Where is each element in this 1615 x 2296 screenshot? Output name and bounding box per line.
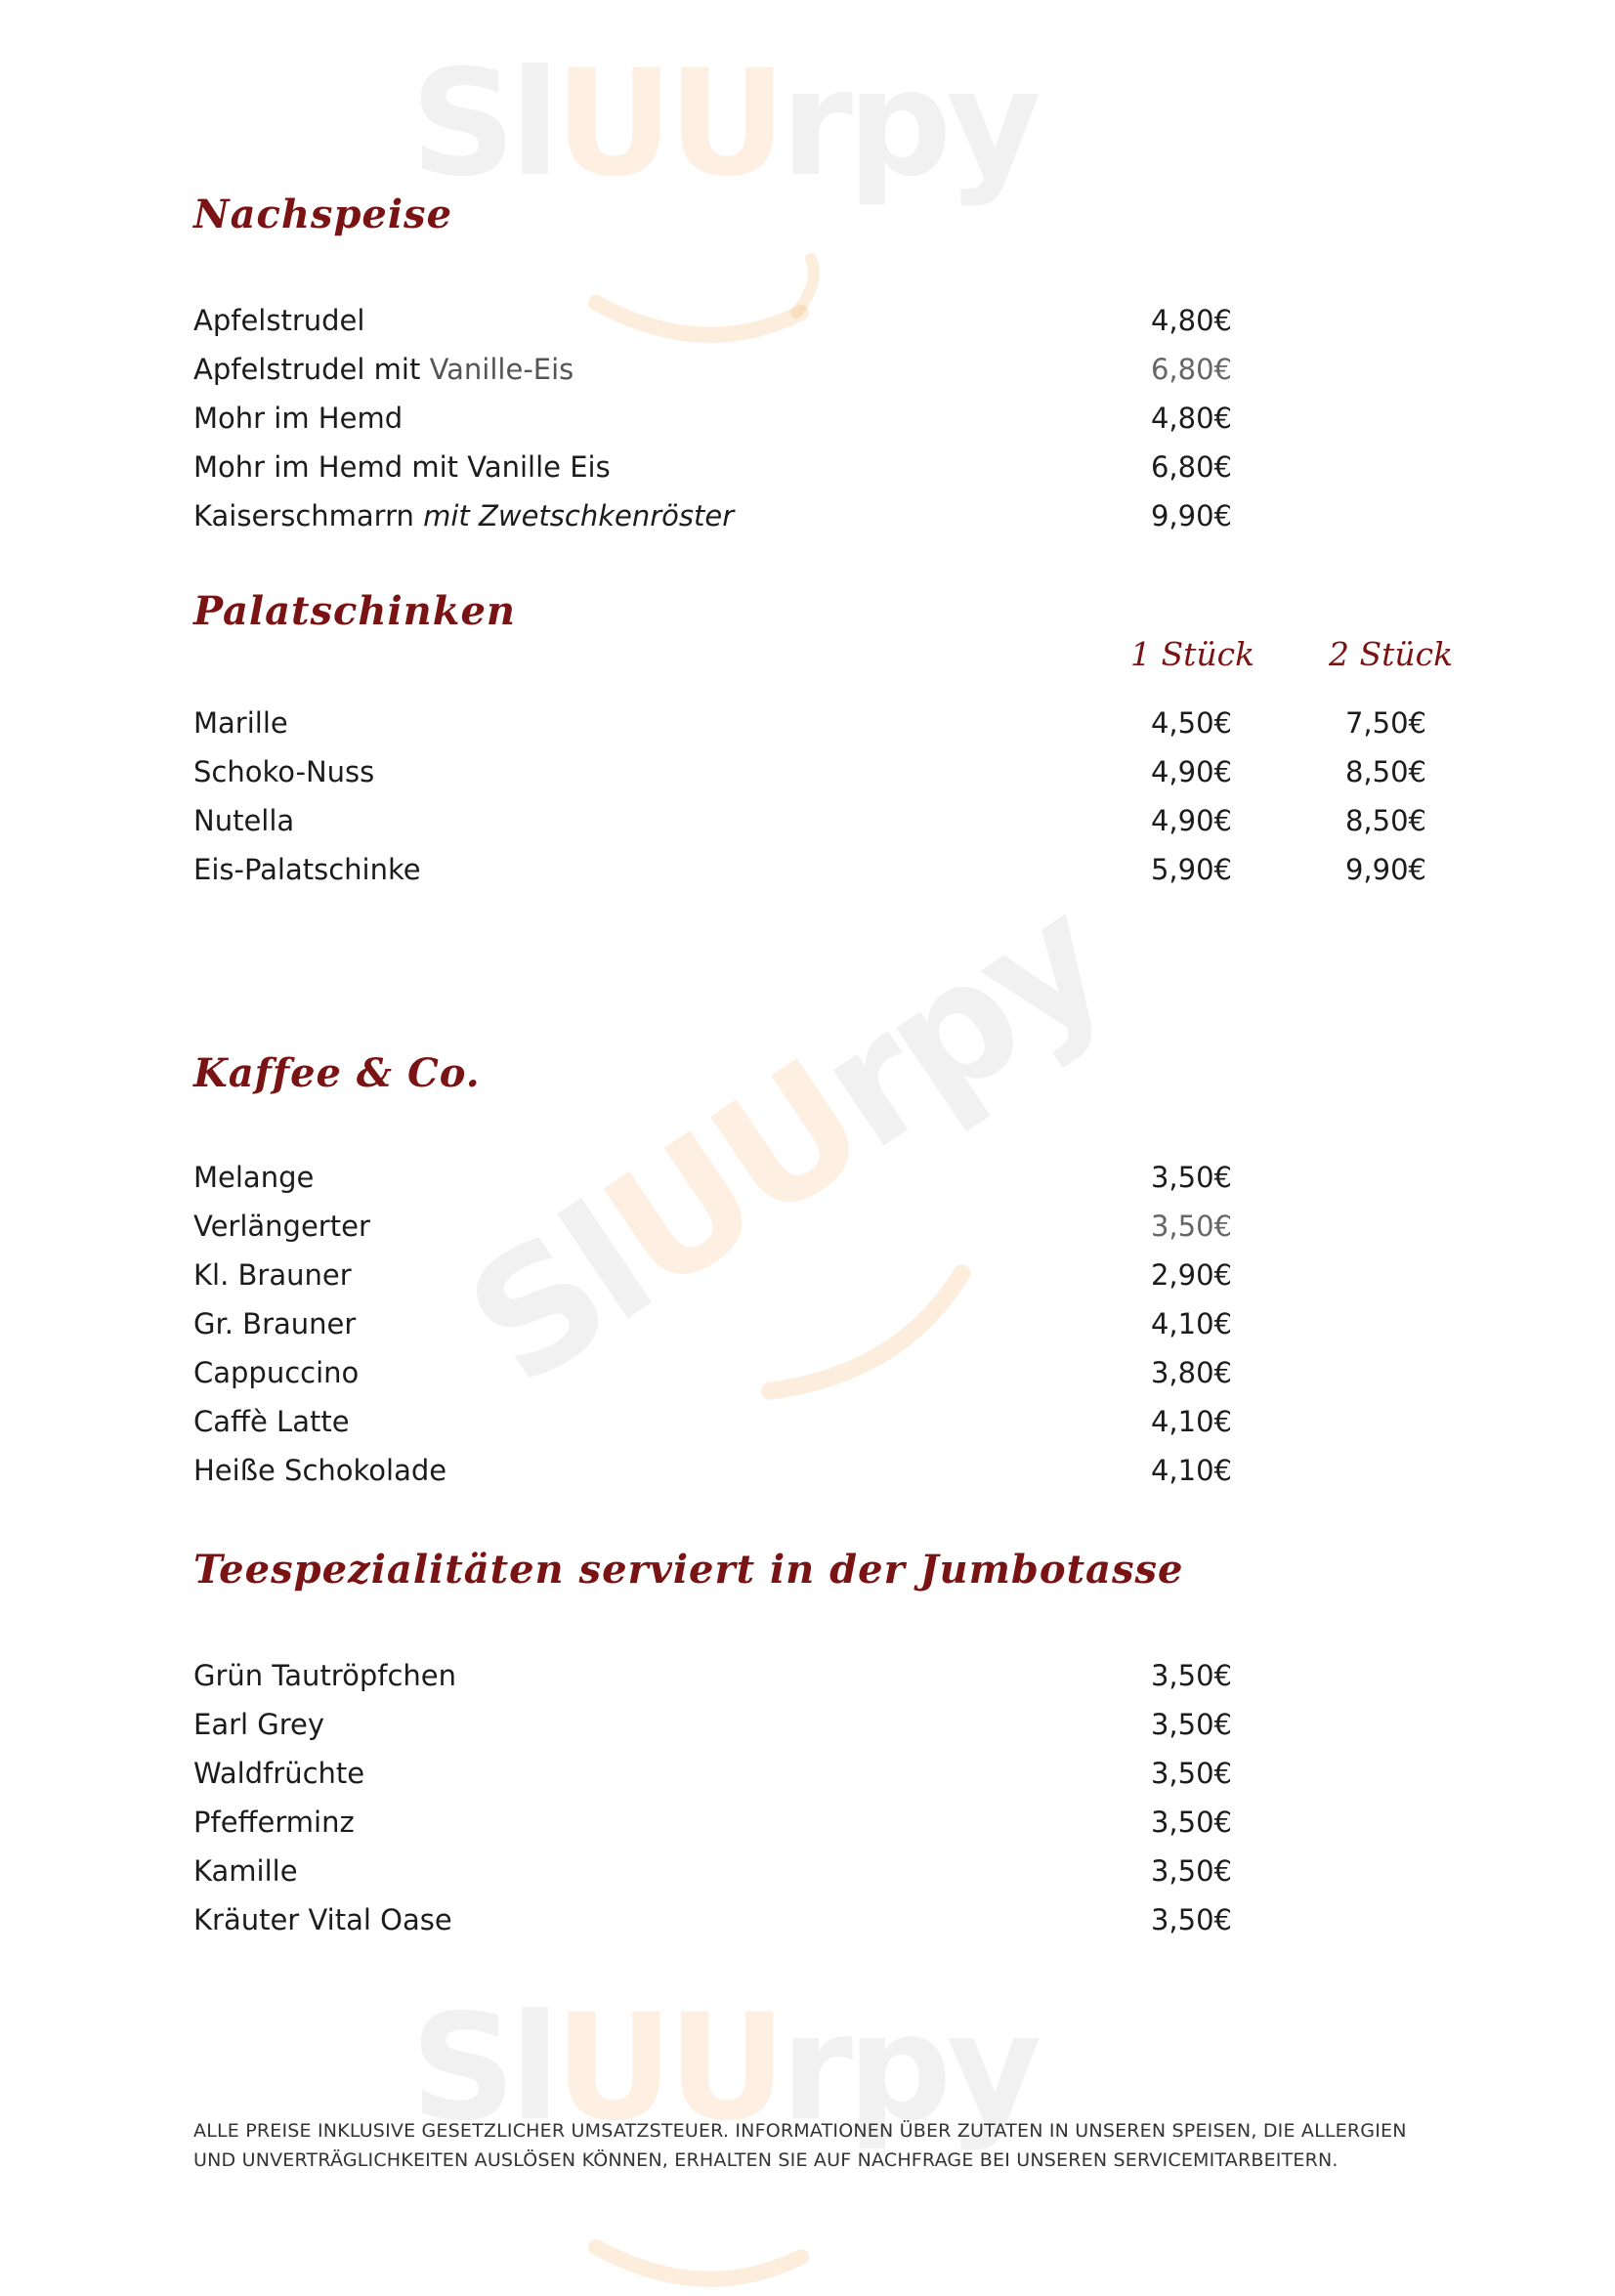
- item-price-2-stueck: 8,50€: [1344, 804, 1426, 837]
- menu-item: [193, 1153, 1464, 1202]
- menu-item: [193, 1700, 1464, 1749]
- item-name: Melange: [193, 1161, 315, 1194]
- menu-item: [193, 1651, 1464, 1700]
- item-name: Kl. Brauner: [193, 1258, 352, 1292]
- menu-item: [193, 1895, 1464, 1944]
- item-price-2-stueck: 7,50€: [1344, 706, 1426, 740]
- item-price: 3,50€: [1150, 1210, 1232, 1243]
- item-name: Kaiserschmarrn mit Zwetschkenröster: [193, 499, 735, 532]
- item-price: 3,50€: [1150, 1659, 1232, 1692]
- item-name: Caffè Latte: [193, 1405, 350, 1438]
- item-name: Cappuccino: [193, 1356, 360, 1389]
- watermark-logo-text: SlUUrpy: [410, 39, 1037, 209]
- column-header-2-stueck: 2 Stück: [1329, 635, 1454, 673]
- item-name: Kamille: [193, 1854, 298, 1888]
- item-name: Grün Tautröpfchen: [193, 1659, 457, 1692]
- menu-item: [193, 747, 1464, 796]
- item-price: 3,80€: [1150, 1356, 1232, 1389]
- section-title-palatschinken: Palatschinken: [193, 588, 516, 634]
- item-price-1-stueck: 5,90€: [1150, 853, 1232, 886]
- item-name: Mohr im Hemd mit Vanille Eis: [193, 450, 611, 484]
- item-name: Earl Grey: [193, 1708, 325, 1741]
- menu-item: [193, 1749, 1464, 1798]
- watermark-logo-text: SlUUrpy: [410, 1983, 1037, 2153]
- menu-item: [193, 296, 1464, 345]
- menu-item: [193, 1202, 1464, 1251]
- item-price: 9,90€: [1150, 499, 1232, 532]
- item-price-1-stueck: 4,90€: [1150, 755, 1232, 788]
- footer-line-2: UND UNVERTRÄGLICHKEITEN AUSLÖSEN KÖNNEN, ERHALTEN SIE AUF NACHFRAGE BEI UNSEREN SERVICEMITARBEITERN.: [193, 2149, 1339, 2171]
- item-price: 3,50€: [1150, 1757, 1232, 1790]
- item-name: Apfelstrudel: [193, 304, 365, 337]
- menu-item: [193, 1299, 1464, 1348]
- item-price-2-stueck: 8,50€: [1344, 755, 1426, 788]
- item-name: Schoko-Nuss: [193, 755, 375, 788]
- item-price: 4,10€: [1150, 1307, 1232, 1340]
- footer-line-1: ALLE PREISE INKLUSIVE GESETZLICHER UMSATZSTEUER. INFORMATIONEN ÜBER ZUTATEN IN UNSEREN SPEISEN, DIE ALLERGIEN: [193, 2120, 1407, 2142]
- item-price: 6,80€: [1150, 353, 1232, 386]
- menu-item: [193, 394, 1464, 443]
- item-name: Kräuter Vital Oase: [193, 1903, 452, 1936]
- menu-item: [193, 1397, 1464, 1446]
- section-title-kaffee: Kaffee & Co.: [193, 1050, 481, 1096]
- footer-disclaimer: [193, 2116, 1424, 2175]
- item-price: 3,50€: [1150, 1161, 1232, 1194]
- item-price-1-stueck: 4,50€: [1150, 706, 1232, 740]
- section-title-nachspeise: Nachspeise: [193, 191, 453, 237]
- item-price: 3,50€: [1150, 1903, 1232, 1936]
- menu-item: [193, 443, 1464, 491]
- column-header-1-stueck: 1 Stück: [1130, 635, 1255, 673]
- item-name: Heiße Schokolade: [193, 1454, 447, 1487]
- watermark-logo-text-rotated: SlUUrpy: [436, 863, 1137, 1424]
- item-name: Nutella: [193, 804, 295, 837]
- menu-item: [193, 1798, 1464, 1847]
- item-price: 3,50€: [1150, 1708, 1232, 1741]
- item-price: 2,90€: [1150, 1258, 1232, 1292]
- menu-item: [193, 796, 1464, 845]
- item-price-1-stueck: 4,90€: [1150, 804, 1232, 837]
- item-price: 4,10€: [1150, 1454, 1232, 1487]
- item-name: Gr. Brauner: [193, 1307, 357, 1340]
- menu-item: [193, 699, 1464, 747]
- item-price-2-stueck: 9,90€: [1344, 853, 1426, 886]
- menu-item: [193, 1348, 1464, 1397]
- item-price: 3,50€: [1150, 1854, 1232, 1888]
- menu-item: [193, 1446, 1464, 1495]
- menu-item: [193, 491, 1464, 540]
- menu-item: [193, 1251, 1464, 1299]
- item-price: 4,80€: [1150, 402, 1232, 435]
- menu-item: [193, 845, 1464, 894]
- item-name: Apfelstrudel mit Vanille-Eis: [193, 353, 574, 386]
- section-title-tee: Teespezialitäten serviert in der Jumbotasse: [193, 1547, 1184, 1593]
- item-price: 4,10€: [1150, 1405, 1232, 1438]
- item-price: 4,80€: [1150, 304, 1232, 337]
- menu-item: [193, 1847, 1464, 1895]
- item-name: Verlängerter: [193, 1210, 370, 1243]
- item-name: Waldfrüchte: [193, 1757, 365, 1790]
- menu-item: [193, 345, 1464, 394]
- item-price: 3,50€: [1150, 1806, 1232, 1839]
- item-name: Eis-Palatschinke: [193, 853, 421, 886]
- item-price: 6,80€: [1150, 450, 1232, 484]
- item-name: Mohr im Hemd: [193, 402, 404, 435]
- item-name: Pfefferminz: [193, 1806, 355, 1839]
- item-name: Marille: [193, 706, 288, 740]
